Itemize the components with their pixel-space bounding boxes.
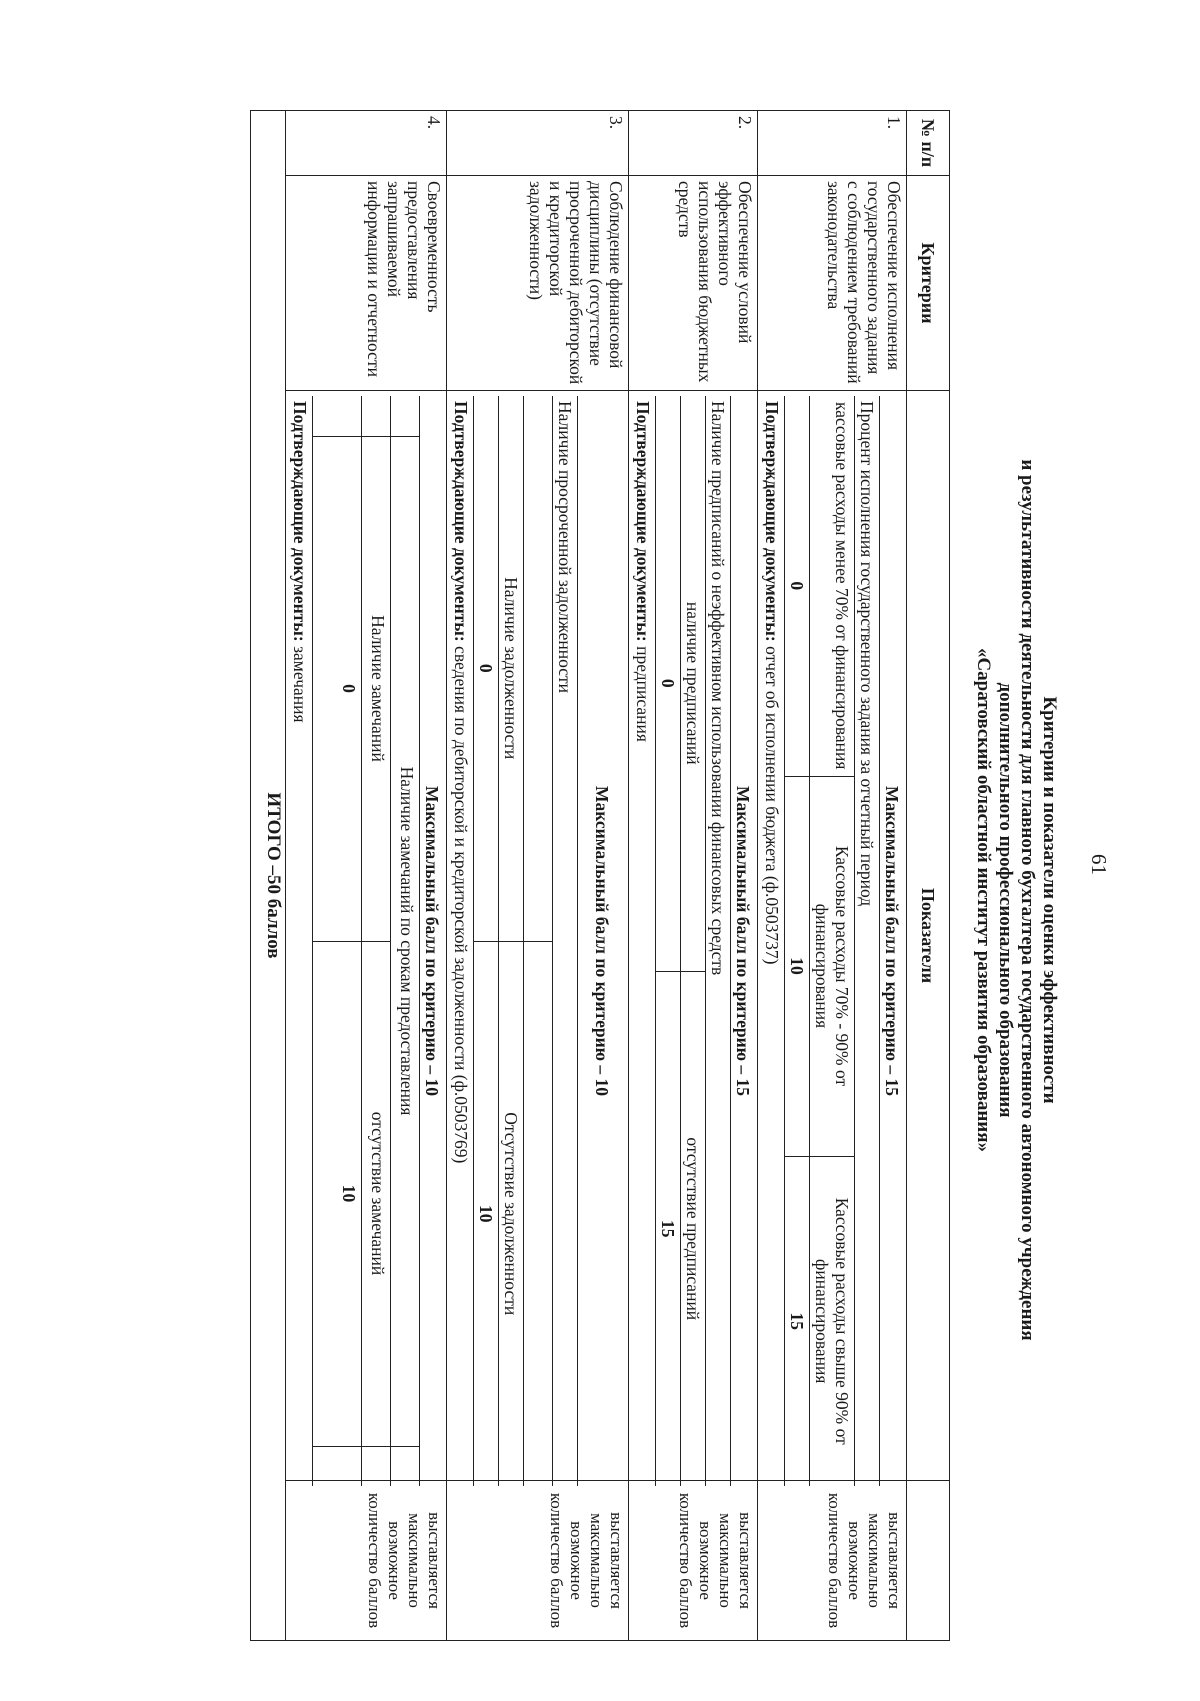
indicator-subtable — [288, 396, 444, 1486]
indicators-cell — [447, 391, 629, 1481]
docs-text: отчет об исполнении бюджета (ф.0503737) — [762, 641, 782, 965]
header-score — [907, 1481, 950, 1641]
table-row — [286, 111, 447, 1641]
option-label: Кассовые расходы свыше 90% от финансирования — [810, 1156, 855, 1486]
option-value: 0 — [785, 396, 810, 776]
docs-text: сведения по дебиторской и кредиторской задолженности (ф.0503769) — [451, 641, 471, 1164]
score-note: выставляется максимально возможное количество баллов — [447, 1481, 629, 1641]
max-score: Максимальный балл по критерию – 10 — [578, 396, 627, 1486]
supporting-documents — [449, 396, 474, 1486]
supporting-documents — [631, 396, 656, 1486]
row-number: 2. — [629, 111, 758, 176]
document-title — [972, 110, 1060, 1690]
title-line-1: Критерии и показатели оценки эффективности — [1039, 696, 1060, 1104]
header-criteria: Критерии — [907, 176, 950, 391]
score-note: выставляется максимально возможное количество баллов — [629, 1481, 758, 1641]
option-label: Кассовые расходы 70% - 90% от финансирования — [810, 776, 855, 1156]
page-number: 61 — [1087, 854, 1111, 875]
option-value: 15 — [656, 971, 681, 1486]
option-value: 0 — [474, 396, 499, 941]
option-label: Наличие замечаний — [362, 436, 391, 941]
total-row — [251, 111, 286, 1641]
indicator-text: Наличие замечаний по срокам предоставления — [391, 436, 420, 1446]
docs-label: Подтверждающие документы: — [290, 401, 310, 642]
criterion-text: Своевременность предоставления запрашиваемой информации и отчетности — [286, 176, 447, 391]
option-label: Наличие задолженности — [499, 396, 524, 941]
docs-label: Подтверждающие документы: — [633, 401, 653, 642]
option-label: Отсутствие задолженности — [499, 941, 524, 1486]
score-note: выставляется максимально возможное количество баллов — [286, 1481, 447, 1641]
row-number: 1. — [758, 111, 907, 176]
score-note: выставляется максимально возможное количество баллов — [758, 1481, 907, 1641]
title-line-2: и результативности деятельности для главного бухгалтера государственного автономного учреждения — [1017, 459, 1038, 1341]
indicator-subtable — [449, 396, 626, 1486]
indicator-text: Наличие предписаний о неэффективном использовании финансовых средств — [706, 396, 731, 1486]
total-text: ИТОГО –50 баллов — [251, 111, 286, 1641]
criterion-text: Обеспечение условий эффективного использования бюджетных средств — [629, 176, 758, 391]
header-indicators: Показатели — [907, 391, 950, 1481]
supporting-documents — [760, 396, 785, 1486]
criteria-table — [250, 110, 950, 1641]
row-number: 4. — [286, 111, 447, 176]
max-score: Максимальный балл по критерию – 15 — [731, 396, 756, 1486]
max-score: Максимальный балл по критерию – 15 — [880, 396, 905, 1486]
option-value: 10 — [785, 776, 810, 1156]
option-value: 10 — [474, 941, 499, 1486]
header-num: № п/п — [907, 111, 950, 176]
table-row — [629, 111, 758, 1641]
row-number: 3. — [447, 111, 629, 176]
docs-label: Подтверждающие документы: — [762, 401, 782, 642]
option-label: наличие предписаний — [681, 396, 706, 971]
criterion-text: Обеспечение исполнения государственного задания с соблюдением требований законодательства — [758, 176, 907, 391]
table-header-row — [907, 111, 950, 1641]
indicators-cell — [286, 391, 447, 1481]
option-label: кассовые расходы менее 70% от финансирования — [810, 396, 855, 776]
indicator-subtable — [760, 396, 904, 1486]
table-row — [758, 111, 907, 1641]
option-label: отсутствие замечаний — [362, 941, 391, 1446]
option-value: 10 — [313, 941, 362, 1446]
indicators-cell — [629, 391, 758, 1481]
supporting-documents — [288, 396, 313, 1486]
indicator-text: Наличие просроченной задолженности — [553, 396, 578, 1486]
indicator-subtable — [631, 396, 755, 1486]
option-value: 0 — [313, 436, 362, 941]
table-row — [447, 111, 629, 1641]
document-sheet — [40, 110, 1070, 1690]
max-score: Максимальный балл по критерию – 10 — [420, 396, 445, 1486]
title-line-4: «Саратовский областной институт развития образования» — [973, 647, 994, 1153]
indicator-text: Процент исполнения государственного задания за отчетный период — [855, 396, 880, 1486]
docs-text: замечания — [290, 641, 310, 723]
option-value: 15 — [785, 1156, 810, 1486]
option-label: отсутствие предписаний — [681, 971, 706, 1486]
option-value: 0 — [656, 396, 681, 971]
title-line-3: дополнительного профессионального образования — [995, 682, 1016, 1118]
docs-label: Подтверждающие документы: — [451, 401, 471, 642]
docs-text: предписания — [633, 641, 653, 742]
criterion-text: Соблюдение финансовой дисциплины (отсутствие просроченной дебиторской и кредиторской задолженности) — [447, 176, 629, 391]
indicators-cell — [758, 391, 907, 1481]
